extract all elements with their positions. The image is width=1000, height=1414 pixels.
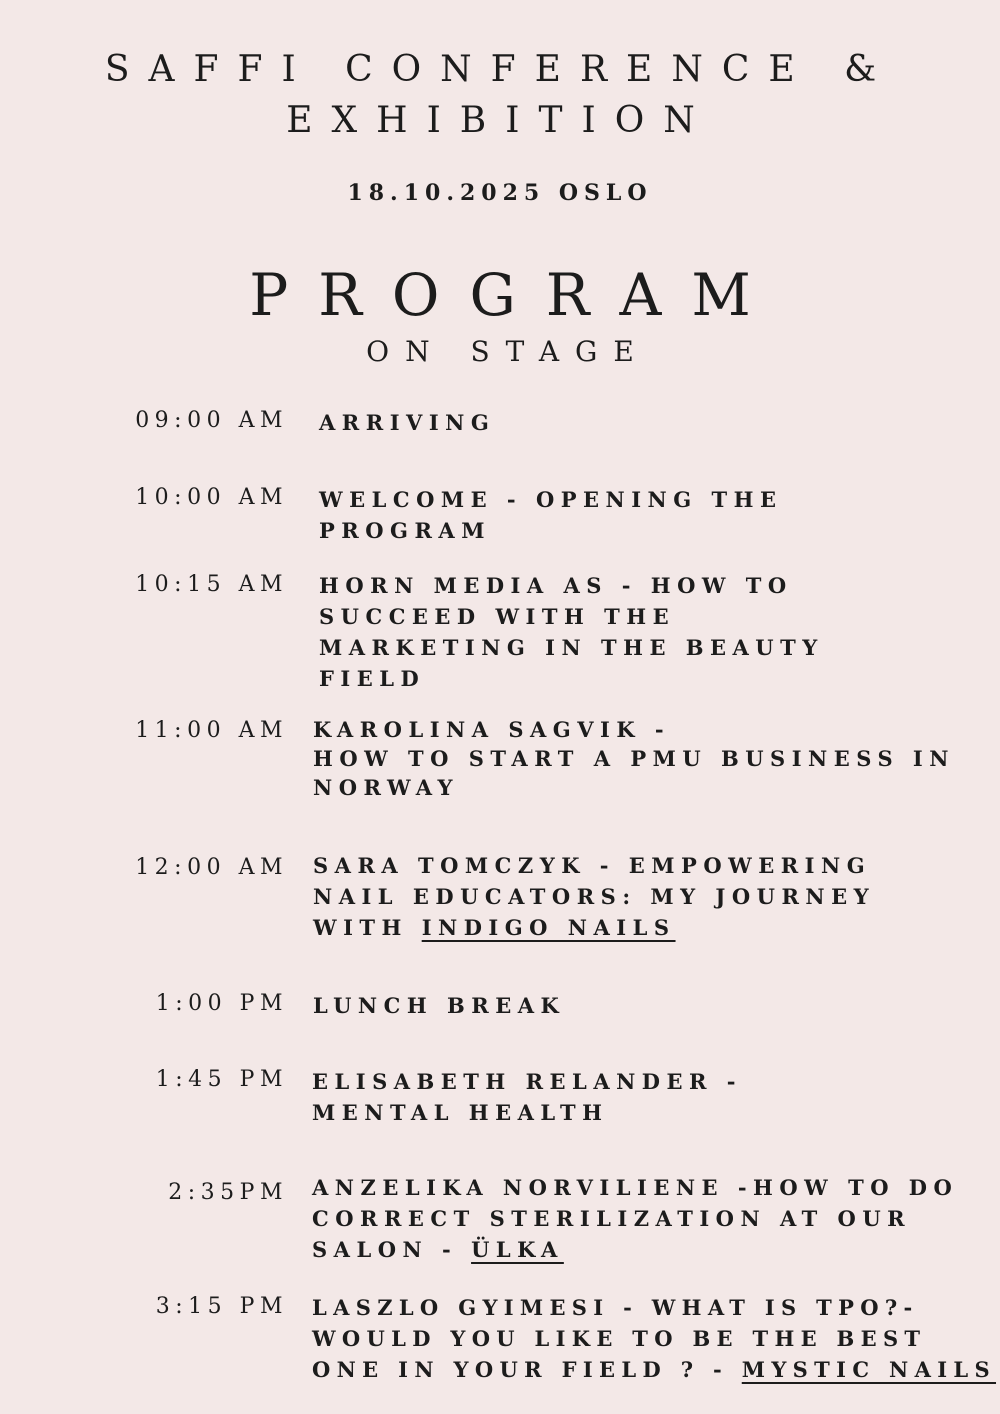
description-text: ONE IN YOUR FIELD ? - [312,1357,742,1382]
event-title-line-2: EXHIBITION [286,100,714,141]
schedule-time: 1:00 PM [155,991,288,1016]
schedule-time: 09:00 AM [135,408,288,433]
description-line: HOW TO START A PMU BUSINESS IN [313,746,955,771]
schedule-time: 1:45 PM [155,1067,288,1092]
ulka-link[interactable]: ÜLKA [471,1237,564,1262]
schedule-time: 11:00 AM [135,718,288,743]
description-line [312,1234,958,1265]
program-heading: PROGRAM [249,261,781,329]
description-line: WOULD YOU LIKE TO BE THE BEST [312,1326,927,1351]
schedule-description [312,1292,996,1385]
schedule-description [319,407,495,438]
description-line: NAIL EDUCATORS: MY JOURNEY [313,884,876,909]
description-line: MENTAL HEALTH [312,1100,609,1125]
description-line: NORWAY [313,775,459,800]
schedule-time: 10:15 AM [135,572,288,597]
schedule-time: 10:00 AM [135,485,288,510]
description-line: ANZELIKA NORVILIENE -HOW TO DO [312,1175,959,1200]
schedule-description [319,484,782,546]
schedule-time: 12:00 AM [135,855,288,880]
event-date-location: 18.10.2025 OSLO [347,180,653,206]
description-line: HORN MEDIA AS - HOW TO [319,573,793,598]
schedule-description [319,570,824,694]
schedule-time: 3:15 PM [155,1294,288,1319]
description-line: FIELD [319,666,426,691]
schedule-description [312,1172,958,1265]
schedule-time: 2:35PM [168,1180,288,1205]
description-line: ARRIVING [319,410,496,435]
description-line: SUCCEED WITH THE [319,604,676,629]
program-subheading: ON STAGE [366,335,650,368]
description-line [313,912,875,943]
description-line: ELISABETH RELANDER - [312,1069,742,1094]
description-line: CORRECT STERILIZATION AT OUR [312,1206,912,1231]
mystic-nails-link[interactable]: MYSTIC NAILS [741,1357,997,1382]
schedule-description [313,990,565,1021]
description-text: SALON - [312,1237,472,1262]
description-line: WELCOME - OPENING THE [319,487,783,512]
description-text: WITH [313,915,422,940]
description-line: LUNCH BREAK [313,993,566,1018]
description-line: PROGRAM [319,518,491,543]
schedule-description [312,1066,742,1128]
schedule-description [313,850,875,943]
description-line: KAROLINA SAGVIK - [313,717,671,742]
description-line [312,1354,996,1385]
description-line: MARKETING IN THE BEAUTY [319,635,824,660]
indigo-nails-link[interactable]: INDIGO NAILS [421,915,676,940]
description-line: LASZLO GYIMESI - WHAT IS TPO?- [312,1295,919,1320]
event-title-line-1: SAFFI CONFERENCE & [104,49,896,90]
schedule-description [313,716,955,802]
description-line: SARA TOMCZYK - EMPOWERING [313,853,872,878]
